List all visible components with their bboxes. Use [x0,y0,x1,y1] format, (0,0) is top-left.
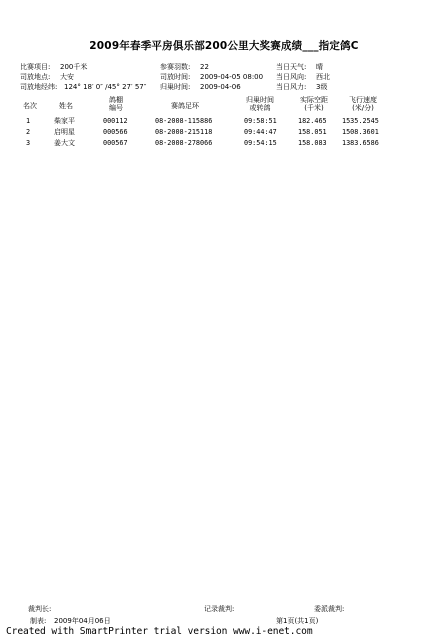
cell-speed: 1508.3601 [342,128,379,136]
cell-ring: 08-2008-278066 [155,139,213,147]
made-date: 2009年04月06日 [54,617,111,625]
cell-rank: 1 [26,117,31,125]
made-label: 制表: [30,617,47,625]
col-header-ring: 赛鸽足环 [171,102,199,110]
info-wind-force [276,82,327,93]
info-release-time [160,72,263,83]
cell-rank: 2 [26,128,31,136]
page-title: 2009年春季平房俱乐部200公里大奖赛成绩___指定鸽C [89,40,359,52]
cell-loft: 000566 [103,128,128,136]
info-wind-direction [276,72,330,83]
cell-speed: 1535.2545 [342,117,379,125]
info-race-item [20,62,87,73]
col-header-name: 姓名 [59,102,73,110]
cell-speed: 1383.6586 [342,139,379,147]
col-header-rank: 名次 [23,102,37,110]
cell-distance: 182.465 [298,117,327,125]
page-number: 第1页(共1页) [276,617,319,625]
weather-value: 晴 [316,63,323,71]
race-item-label: 比赛项目: [20,63,51,71]
cell-return: 09:54:15 [244,139,277,147]
return-time-label: 归巢时间: [160,83,191,91]
return-time-value: 2009-04-06 [200,83,241,91]
watermark-text: Created with SmartPrinter trial version www.i-enet.com [6,626,313,637]
info-entries [160,62,209,73]
col-header-speed: 飞行速度 (米/分) [349,96,377,112]
entries-value: 22 [200,63,209,71]
wind-force-value: 3级 [316,83,328,91]
cell-loft: 000112 [103,117,128,125]
info-weather [276,62,323,73]
info-return-time [160,82,241,93]
release-time-label: 司放时间: [160,73,191,81]
cell-name: 柴家平 [54,117,75,125]
cell-ring: 08-2008-215118 [155,128,213,136]
recorder-label: 记录裁判: [204,605,235,613]
race-item-value: 200千米 [60,63,88,71]
release-time-value: 2009-04-05 08:00 [200,73,264,81]
col-header-loft: 鸽棚 编号 [109,96,123,112]
cell-rank: 3 [26,139,31,147]
cell-ring: 08-2008-115886 [155,117,213,125]
release-place-value: 大安 [60,73,74,81]
col-header-distance: 实际空距 (千米) [300,96,328,112]
info-coords [20,82,146,93]
cell-loft: 000567 [103,139,128,147]
cell-distance: 158.083 [298,139,327,147]
col-header-return: 归巢时间 或转鸽 [246,96,274,112]
cell-name: 姜大文 [54,139,75,147]
cell-return: 09:58:51 [244,117,277,125]
coords-value: 124° 18′ 0″ /45° 27′ 57″ [64,83,147,91]
wind-force-label: 当日风力: [276,83,307,91]
wind-direction-value: 西北 [316,73,330,81]
entries-label: 参赛羽数: [160,63,191,71]
coords-label: 司放地经纬: [20,83,58,91]
judge-label: 裁判长: [28,605,52,613]
dispatch-label: 委派裁判: [314,605,345,613]
cell-distance: 158.051 [298,128,327,136]
weather-label: 当日天气: [276,63,307,71]
cell-name: 启明星 [54,128,75,136]
cell-return: 09:44:47 [244,128,277,136]
release-place-label: 司放地点: [20,73,51,81]
info-release-place [20,72,74,83]
wind-direction-label: 当日风向: [276,73,307,81]
